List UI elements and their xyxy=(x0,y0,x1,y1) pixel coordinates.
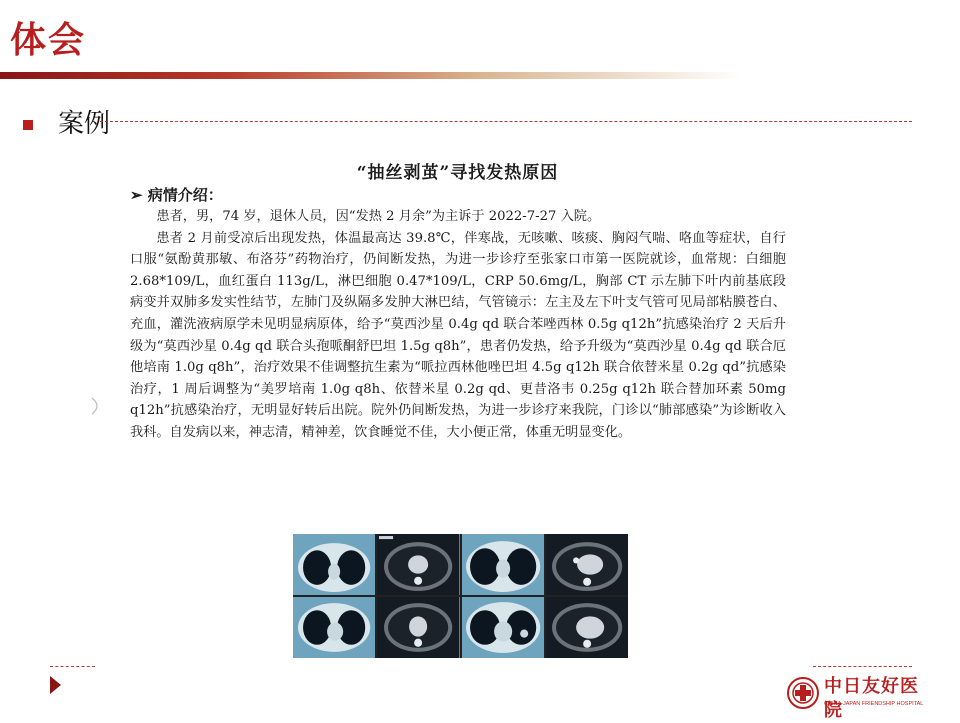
footer-dashed-left xyxy=(50,666,95,667)
ct-image-grid xyxy=(293,534,628,658)
slide-title: 体会 xyxy=(10,20,87,61)
case-document xyxy=(120,150,795,540)
ct-lung-window-2 xyxy=(462,534,544,595)
ct-lung-window-4 xyxy=(462,597,544,658)
bullet-square-icon xyxy=(23,120,33,130)
ct-mediastinal-window-1 xyxy=(377,534,459,595)
ct-mediastinal-window-4 xyxy=(546,597,628,658)
section-heading: ➢ 病情介绍： xyxy=(130,186,223,204)
hospital-logo xyxy=(786,674,936,721)
document-body xyxy=(130,206,786,444)
document-title: “抽丝剥茧”寻找发热原因 xyxy=(356,163,559,183)
title-divider xyxy=(0,72,740,79)
bullet-label: 案例 xyxy=(58,109,111,139)
dashed-divider xyxy=(100,121,912,122)
ct-mediastinal-window-2 xyxy=(546,534,628,595)
logo-chinese-name: 中日友好医院 xyxy=(824,676,919,721)
paragraph-history: 患者 2 月前受凉后出现发热，体温最高达 39.8℃，伴寒战，无咳嗽、咳痰、胸闷气喘、咯血等症状，自行口服“氨酚黄那敏、布洛芬”药物治疗，仍间断发热，为进一步诊疗至张家口市第一医院就诊，血常规：白细胞 2.68*109/L，血红蛋白 113g/L，淋巴细胞 0.47*109/L，CRP 50.6mg/L，胸部 CT 示左肺下叶内前基底段病变并双肺多发实性结节，左肺门及纵隔多发肿大淋巴结，气管镜示：左主及左下叶支气管可见局部粘膜苍白、充血，灌洗液病原学未见明显病原体，给予“莫西沙星 0.4g qd 联合苯唑西林 0.5g q12h”抗感染治疗 2 天后升级为“莫西沙星 0.4g qd 联合头孢哌酮舒巴坦 1.5g q8h”，患者仍发热，给予升级为“莫西沙星 0.4g qd 联合厄他培南 1.0g q8h”，治疗效果不佳调整抗生素为“哌拉西林他唑巴坦 4.5g q12h 联合依替米星 0.2g qd”抗感染治疗，1 周后调整为“美罗培南 1.0g q8h、依替米星 0.2g qd、更昔洛韦 0.25g q12h 联合替加环素 50mg q12h”抗感染治疗，无明显好转后出院。院外仍间断发热，为进一步诊疗来我院，门诊以“肺部感染”为诊断收入我科。自发病以来，神志清，精神差，饮食睡觉不佳，大小便正常，体重无明显变化。 xyxy=(130,230,786,440)
bracket-mark-icon xyxy=(90,396,104,416)
ct-lung-window-1 xyxy=(293,534,375,595)
paragraph-admission: 患者，男，74 岁，退休人员，因“发热 2 月余”为主诉于 2022-7-27 入院。 xyxy=(156,209,601,224)
ct-lung-window-3 xyxy=(293,597,375,658)
ct-mediastinal-window-3 xyxy=(377,597,459,658)
footer-dashed-right xyxy=(813,666,912,667)
next-arrow-icon[interactable] xyxy=(50,676,61,694)
hospital-emblem-icon xyxy=(786,676,820,710)
logo-english-name: CHINA-JAPAN FRIENDSHIP HOSPITAL xyxy=(824,701,924,707)
